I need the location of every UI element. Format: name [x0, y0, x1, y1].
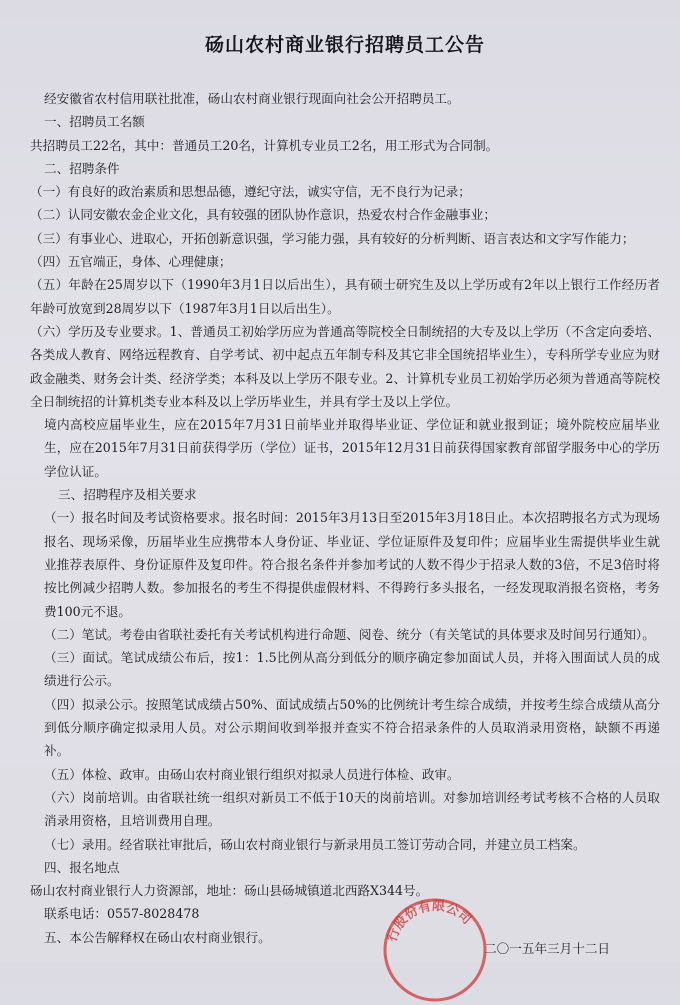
section-heading-interpretation: 五、本公告解释权在砀山农村商业银行。 [44, 929, 271, 945]
procedure-item: （二）笔试。考卷由省联社委托有关考试机构进行命题、阅卷、统分（有关笔试的具体要求及时间另行通知）。 [44, 626, 655, 642]
graduate-paragraph: 境内高校应届毕业生，应在2015年7月31日前毕业并取得毕业证、学位证和就业报到证；境外院校应届毕业生，应在2015年7月31日前获得学历（学位）证书，2015年12月31日前获得国家教育部留学服务中心的学历学位认证。 [44, 417, 660, 479]
intro-paragraph: 经安徽省农村信用联社批准，砀山农村商业银行现面向社会公开招聘员工。 [44, 91, 460, 106]
section-heading-procedure: 三、招聘程序及相关要求 [58, 487, 197, 503]
procedure-item: （五）体检、政审。由砀山农村商业银行组织对拟录人员进行体检、政审。 [44, 766, 460, 782]
procedure-item: （一）报名时间及考试资格要求。报名时间：2015年3月13日至2015年3月18日止。本次招聘报名方式为现场报名、现场采像，历届毕业生应携带本人身份证、毕业证、学位证原件及复印件；应届毕业生需提供毕业生就业推荐表原件、身份证原件及复印件。符合报名条件并参加考试的人数不得少于招录人数的3倍，不足3倍时将按比例减少招聘人数。参加报名的考生不得提供虚假材料、不得跨行多头报名，一经发现取消报名资格，考务费100元不退。 [44, 510, 660, 619]
section-heading-conditions: 二、招聘条件 [44, 160, 120, 176]
section-heading-location: 四、报名地点 [44, 859, 120, 875]
procedure-item: （七）录用。经省联社审批后，砀山农村商业银行与新录用员工签订劳动合同，并建立员工档案。 [44, 836, 586, 852]
condition-item: （六）学历及专业要求。1、普通员工初始学历应为普通高等院校全日制统招的大专及以上学历（不含定向委培、各类成人教育、网络远程教育、自学考试、初中起点五年制专科及其它非全国统招毕业生），专科所学专业应为财政金融类、财务会计类、经济学类；本科及以上学历不限专业。2、计算机专业员工初始学历必须为普通高等院校全日制统招的计算机类专业本科及以上学历毕业生，并具有学士及以上学位。 [30, 323, 660, 409]
page-title: 砀山农村商业银行招聘员工公告 [204, 34, 485, 56]
notice-date: 二〇一五年三月十二日 [484, 941, 610, 956]
procedure-item: （四）拟录公示。按照笔试成绩占50%、面试成绩占50%的比例统计考生综合成绩，并按考生综合成绩从高分到低分顺序确定拟录用人员。对公示期间收到举报并查实不符合招录条件的人员取消录用资格，缺额不再递补。 [44, 696, 660, 759]
procedure-item: （六）岗前培训。由省联社统一组织对新员工不低于10天的岗前培训。对参加培训经考试考核不合格的人员取消录用资格，且培训费用自理。 [44, 789, 660, 829]
seal-lettering: 行股份有限公司 [384, 898, 475, 944]
condition-item: （五）年龄在25周岁以下（1990年3月1日以后出生），具有硕士研究生及以上学历或有2年以上银行工作经历者年龄可放宽到28周岁以下（1987年3月1日以后出生）。 [30, 277, 660, 316]
bank-seal-stamp [380, 895, 490, 1005]
quota-paragraph: 共招聘员工22名，其中：普通员工20名，计算机专业员工2名，用工形式为合同制。 [30, 137, 499, 153]
section-heading-quota: 一、招聘员工名额 [44, 114, 145, 130]
procedure-item: （三）面试。笔试成绩公布后，按1：1.5比例从高分到低分的顺序确定参加面试人员，并将入围面试人员的成绩进行公示。 [44, 650, 660, 689]
phone-paragraph: 联系电话：0557-8028478 [44, 906, 200, 922]
condition-item: （四）五官端正，身体、心理健康； [30, 254, 232, 270]
condition-item: （二）认同安徽农金企业文化，具有较强的团队协作意识，热爱农村合作金融事业； [30, 207, 496, 223]
condition-item: （一）有良好的政治素质和思想品德，遵纪守法，诚实守信，无不良行为记录； [30, 184, 471, 200]
condition-item: （三）有事业心、进取心，开拓创新意识强，学习能力强，具有较好的分析判断、语言表达和文字写作能力； [30, 230, 635, 246]
address-paragraph: 砀山农村商业银行人力资源部，地址：砀山县砀城镇道北西路X344号。 [30, 883, 429, 899]
